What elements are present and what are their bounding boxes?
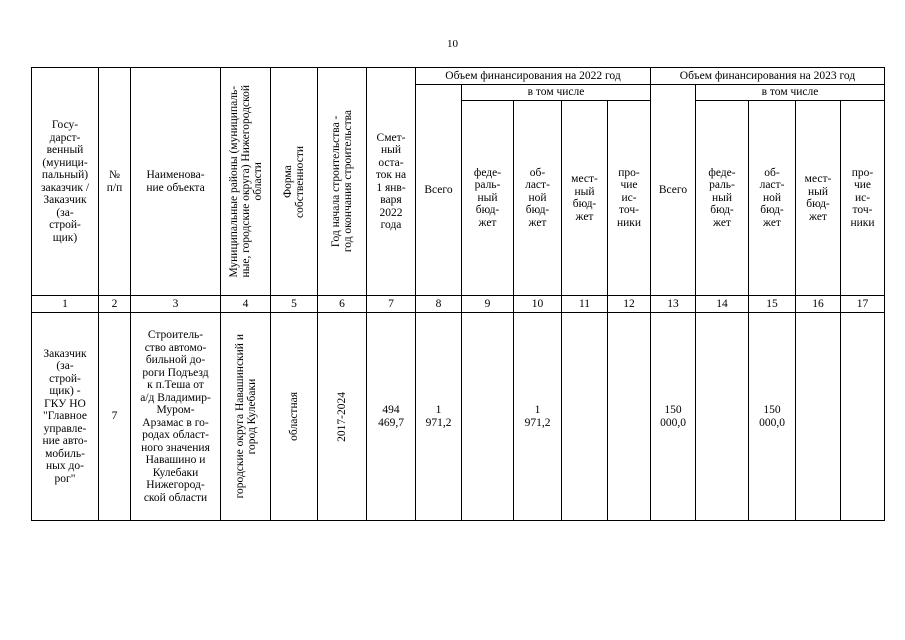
- header-other-2023: про- чие ис- точ- ники: [841, 101, 885, 296]
- column-number: 13: [651, 296, 696, 313]
- column-number: 15: [749, 296, 796, 313]
- column-number: 17: [841, 296, 885, 313]
- header-balance: Смет- ный оста- ток на 1 янв- варя 2022 года: [367, 68, 416, 296]
- row-districts: городские округа Навашинский и город Кулебаки: [233, 334, 258, 499]
- column-number: 12: [608, 296, 651, 313]
- column-number: 1: [32, 296, 99, 313]
- header-fin-2022: Объем финансирования на 2022 год: [416, 68, 651, 85]
- row-districts-cell: [221, 313, 271, 521]
- column-number: 10: [514, 296, 562, 313]
- column-number: 2: [99, 296, 131, 313]
- header-local-2022: мест- ный бюд- жет: [562, 101, 608, 296]
- column-number: 4: [221, 296, 271, 313]
- row-balance: 494 469,7: [367, 313, 416, 521]
- column-number: 8: [416, 296, 462, 313]
- header-districts: Муниципальные районы (муниципаль- ные, городские округа) Нижегородской области: [227, 85, 264, 278]
- header-row-1: [32, 68, 885, 85]
- header-districts-cell: [221, 68, 271, 296]
- header-including-2022: в том числе: [462, 85, 651, 101]
- header-num: № п/п: [99, 68, 131, 296]
- row-num: 7: [99, 313, 131, 521]
- header-customer: Госу- дарст- венный (муници- пальный) заказчик / Заказчик (за- строй- щик): [32, 68, 99, 296]
- row-ownership: областная: [288, 392, 300, 441]
- header-local-2023: мест- ный бюд- жет: [796, 101, 841, 296]
- table-row: [32, 313, 885, 521]
- column-number: 6: [318, 296, 367, 313]
- page-number: 10: [447, 38, 458, 50]
- row-customer: Заказчик (за- строй- щик) - ГКУ НО "Главное управле- ние авто- мобиль- ных до- рог": [32, 313, 99, 521]
- row-regional-2022: 1 971,2: [514, 313, 562, 521]
- row-total-2023: 150 000,0: [651, 313, 696, 521]
- row-object: Строитель- ство автомо- бильной до- роги Подъезд к п.Теша от а/д Владимир- Муром- Арзамас в го- родах област- ного значения Навашино и Кулебаки Нижегород- ской области: [131, 313, 221, 521]
- column-number: 11: [562, 296, 608, 313]
- column-number: 14: [696, 296, 749, 313]
- header-ownership-cell: [271, 68, 318, 296]
- header-regional-2022: об- ласт- ной бюд- жет: [514, 101, 562, 296]
- header-object: Наименова- ние объекта: [131, 68, 221, 296]
- header-federal-2022: феде- раль- ный бюд- жет: [462, 101, 514, 296]
- column-number: 3: [131, 296, 221, 313]
- header-total-2022: Всего: [416, 85, 462, 296]
- row-local-2023: [796, 313, 841, 521]
- column-number: 9: [462, 296, 514, 313]
- header-including-2023: в том числе: [696, 85, 885, 101]
- header-total-2023: Всего: [651, 85, 696, 296]
- column-number-row: [32, 296, 885, 313]
- row-years: 2017-2024: [336, 391, 348, 442]
- row-total-2022: 1 971,2: [416, 313, 462, 521]
- financing-table: [31, 67, 885, 521]
- row-other-2022: [608, 313, 651, 521]
- row-federal-2022: [462, 313, 514, 521]
- header-ownership: Форма собственности: [282, 145, 306, 218]
- column-number: 16: [796, 296, 841, 313]
- column-number: 7: [367, 296, 416, 313]
- row-ownership-cell: [271, 313, 318, 521]
- header-years-cell: [318, 68, 367, 296]
- header-federal-2023: феде- раль- ный бюд- жет: [696, 101, 749, 296]
- column-number: 5: [271, 296, 318, 313]
- row-federal-2023: [696, 313, 749, 521]
- row-regional-2023: 150 000,0: [749, 313, 796, 521]
- header-regional-2023: об- ласт- ной бюд- жет: [749, 101, 796, 296]
- row-other-2023: [841, 313, 885, 521]
- header-other-2022: про- чие ис- точ- ники: [608, 101, 651, 296]
- row-local-2022: [562, 313, 608, 521]
- header-years: Год начала строительства - год окончания строительства: [330, 110, 354, 253]
- header-fin-2023: Объем финансирования на 2023 год: [651, 68, 885, 85]
- row-years-cell: [318, 313, 367, 521]
